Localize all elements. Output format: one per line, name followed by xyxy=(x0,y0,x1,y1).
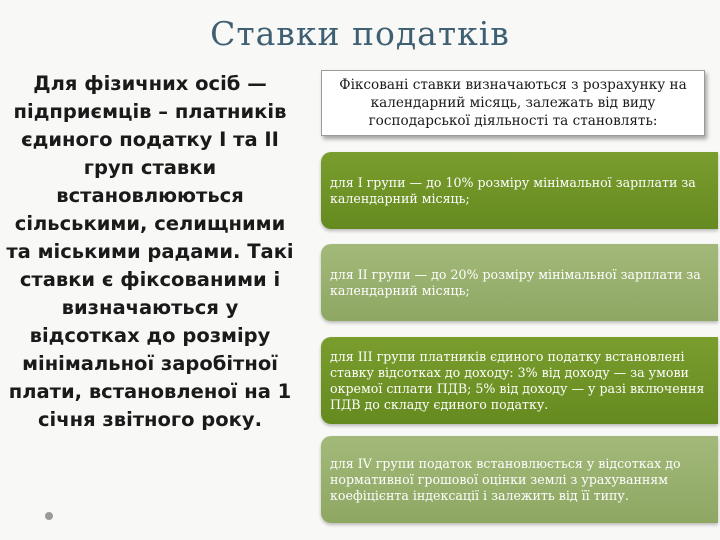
rates-header-box: Фіксовані ставки визначаються з розрахунку на календарний місяць, залежать від виду господарської діяльності та становлять: xyxy=(321,70,705,136)
rate-item-group-3 xyxy=(321,337,718,424)
rate-item-text: для II групи — до 20% розміру мінімальної зарплати за календарний місяць; xyxy=(330,266,701,298)
rate-item-text: для IV групи податок встановлюється у відсотках до нормативної грошової оцінки землі з урахуванням коефіцієнта індексації і залежить від її типу. xyxy=(330,455,681,503)
slide-title: Ставки податків xyxy=(210,14,510,53)
rate-item-group-2 xyxy=(321,244,718,321)
rate-item-group-4 xyxy=(321,436,718,523)
bullet-dot-icon xyxy=(45,512,53,520)
left-description-text: Для фізичних осіб — підприємців – платників єдиного податку I та II груп ставки встановлюються сільськими, селищними та міськими радами. Такі ставки є фіксованими і визначаються у відсотках до розміру мінімальної заробітної плати, встановленої на 1 січня звітного року. xyxy=(6,72,294,431)
rate-item-text: для I групи — до 10% розміру мінімальної зарплати за календарний місяць; xyxy=(330,174,696,206)
rate-item-text: для III групи платників єдиного податку встановлені ставку відсотках до доходу: 3% від доходу — за умови окремої сплати ПДВ; 5% від доходу — у разі включення ПДВ до складу єдиного податку. xyxy=(330,348,705,412)
rate-item-group-1 xyxy=(321,152,718,229)
